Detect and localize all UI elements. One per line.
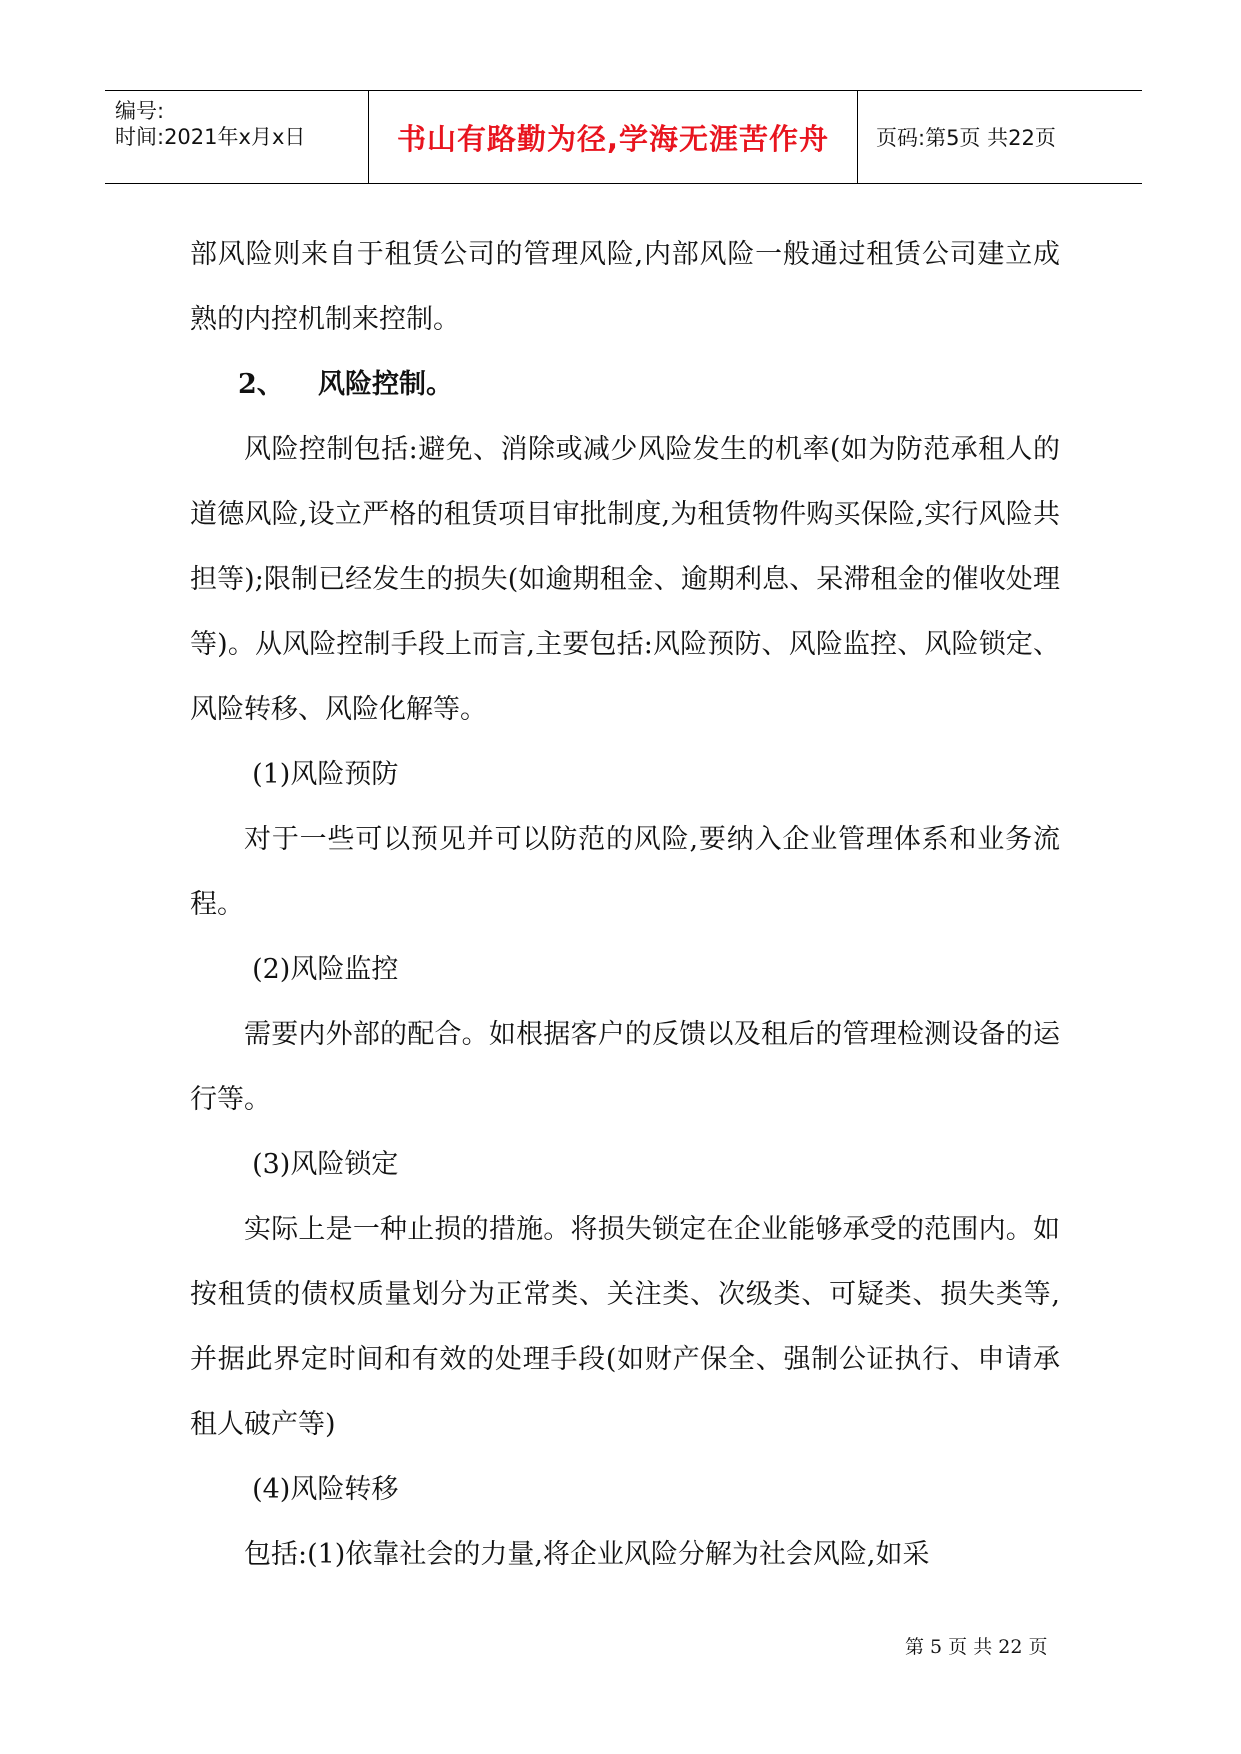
document-body <box>190 222 1060 1587</box>
document-time-label: 时间:2021年x月x日 <box>115 125 306 149</box>
paragraph-continued: 部风险则来自于租赁公司的管理风险,内部风险一般通过租赁公司建立成熟的内控机制来控制。 <box>190 239 1060 335</box>
subheading-risk-monitoring: (2)风险监控 <box>252 954 399 985</box>
header-table <box>105 90 1142 184</box>
footer-page-number: 第 5 页 共 22 页 <box>905 1636 1048 1658</box>
paragraph-risk-locking: 实际上是一种止损的措施。将损失锁定在企业能够承受的范围内。如按租赁的债权质量划分为正常类、关注类、次级类、可疑类、损失类等,并据此界定时间和有效的处理手段(如财产保全、强制公证执行、申请承租人破产等) <box>190 1214 1060 1440</box>
subheading-risk-transfer: (4)风险转移 <box>252 1474 399 1505</box>
header-meta-cell <box>105 91 369 183</box>
header-page-code: 页码:第5页 共22页 <box>876 126 1056 150</box>
paragraph-risk-monitoring: 需要内外部的配合。如根据客户的反馈以及租后的管理检测设备的运行等。 <box>190 1019 1060 1115</box>
section-heading-text: 风险控制。 <box>318 369 453 400</box>
paragraph-risk-prevention: 对于一些可以预见并可以防范的风险,要纳入企业管理体系和业务流程。 <box>190 824 1060 920</box>
document-number-label: 编号: <box>115 99 165 123</box>
paragraph-risk-transfer: 包括:(1)依靠社会的力量,将企业风险分解为社会风险,如采 <box>244 1539 930 1570</box>
subheading-risk-locking: (3)风险锁定 <box>252 1149 399 1180</box>
section-heading-number: 2、 <box>238 369 284 400</box>
section-heading <box>190 352 1060 417</box>
header-motto: 书山有路勤为径,学海无涯苦作舟 <box>396 121 830 156</box>
subheading-risk-prevention: (1)风险预防 <box>252 759 399 790</box>
paragraph-risk-control: 风险控制包括:避免、消除或减少风险发生的机率(如为防范承租人的道德风险,设立严格的租赁项目审批制度,为租赁物件购买保险,实行风险共担等);限制已经发生的损失(如逾期租金、逾期利息、呆滞租金的催收处理等)。从风险控制手段上而言,主要包括:风险预防、风险监控、风险锁定、风险转移、风险化解等。 <box>190 434 1060 725</box>
header-motto-cell <box>369 91 858 183</box>
